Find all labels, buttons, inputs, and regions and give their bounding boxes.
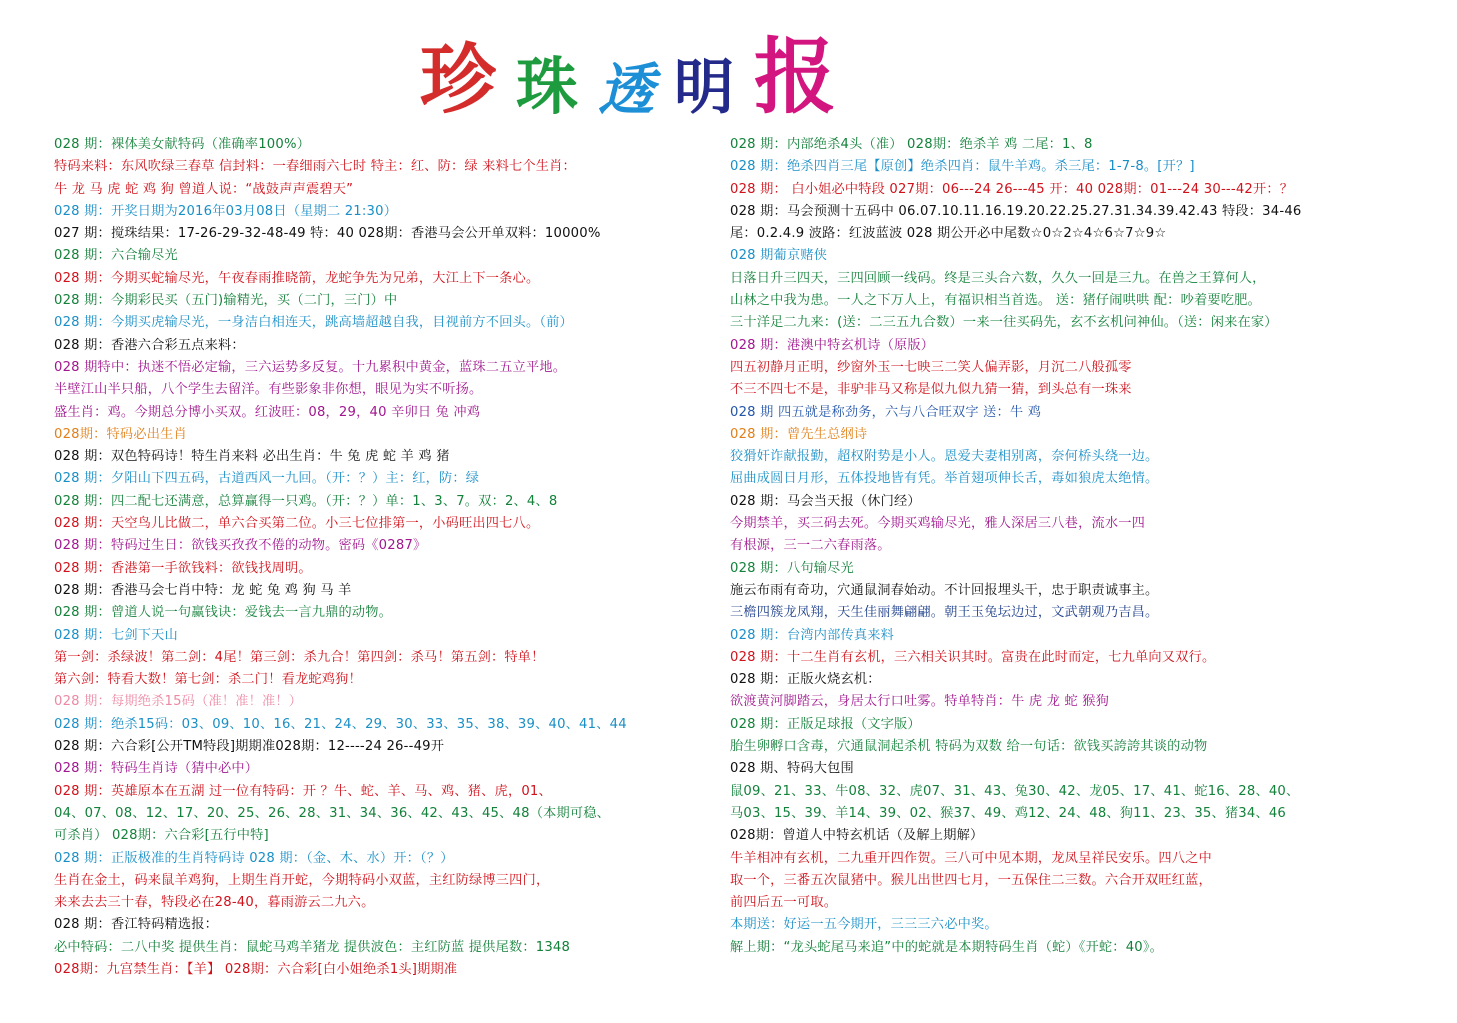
left-text-line: 牛 龙 马 虎 蛇 鸡 狗 曾道人说：“战鼓声声震碧天”	[54, 181, 354, 197]
left-text-line: 半壁江山半只船，八个学生去留洋。有些影象非你想，眼见为实不听扬。	[54, 382, 483, 398]
left-text-line: 028 期：香江特码精选报：	[54, 917, 219, 933]
right-text-line: 鼠09、21、33、牛08、32、虎07、31、43、兔30、42、龙05、17、41、蛇16、28、40、	[730, 783, 1300, 799]
title-char: 报	[754, 29, 837, 125]
right-column	[730, 134, 1450, 959]
newspaper-title	[420, 28, 837, 125]
right-text-line: 日落日升三四天，三四回顾一线码。终是三头合六数，久久一回是三九。在兽之王算何人，	[730, 270, 1266, 286]
left-text-line: 028 期：曾道人说一句赢钱诀：爱钱去一言九鼎的动物。	[54, 605, 393, 621]
left-text-line: 028 期：正版极准的生肖特码诗 028 期：（金、木、水）开：（？）	[54, 850, 454, 866]
right-text-line: 028 期：内部绝杀4头（准） 028期：绝杀羊 鸡 二尾：1、8	[730, 137, 1093, 152]
right-text-line: 028 期：八句输尽光	[730, 560, 854, 576]
left-text-line: 028期：特码必出生肖	[54, 426, 187, 442]
right-text-line: 有根源，三一二六春雨落。	[730, 538, 891, 554]
right-text-line: 解上期：“龙头蛇尾马来追”中的蛇就是本期特码生肖（蛇）《开蛇：40》。	[730, 939, 1164, 955]
left-text-line: 028 期：四二配七还满意，总算赢得一只鸡。（开：？）单：1、3、7。双：2、4、8	[54, 493, 558, 509]
left-text-line: 04、07、08、12、17、20、25、26、28、31、34、36、42、43、45、48（本期可稳、	[54, 805, 611, 821]
left-text-line: 特码来料：东风吹绿三春草 信封料：一春细雨六七时 特主：红、防：绿 来料七个生肖：	[54, 159, 576, 175]
title-char: 珠	[516, 50, 579, 123]
left-text-line: 028 期：香港六合彩五点来料：	[54, 337, 245, 353]
left-text-line: 盛生肖：鸡。今期总分博小买双。红波旺：08，29，40 辛卯日 兔 冲鸡	[54, 404, 481, 420]
left-text-line: 028 期特中：执迷不悟必定输，三六运势多反复。十九累积中黄金，蓝珠二五立平地。	[54, 359, 567, 375]
right-text-line: 马03、15、39、羊14、39、02、猴37、49、鸡12、24、48、狗11、23、35、猪34、46	[730, 805, 1287, 821]
right-text-line: 今期禁羊，买三码去死。今期买鸡输尽光，雅人深居三八巷，流水一四	[730, 516, 1146, 532]
left-text-line: 028期：九宫禁生肖：【羊】 028期：六合彩[白小姐绝杀1头]期期准	[54, 961, 458, 977]
title-char: 透	[598, 57, 655, 123]
right-text-line: 三檐四簇龙凤翔，天生佳丽舞翩翩。朝王玉兔坛边过，文武朝观乃吉昌。	[730, 605, 1159, 621]
right-text-line: 取一个，三番五次鼠猪中。猴儿出世四七月，一五保住二三数。六合开双旺红蓝，	[730, 872, 1212, 888]
left-text-line: 可杀肖） 028期：六合彩[五行中特]	[54, 828, 269, 844]
right-text-line: 狡猾奸诈献报勤，超权附势是小人。恩爱夫妻相别离，奈何桥头绕一边。	[730, 449, 1159, 465]
right-text-line: 028 期：正版足球报（文字版）	[730, 716, 921, 732]
right-text-line: 四五初静月正明，纱窗外玉一七映三二笑人偏弄影，月沉二八般孤零	[730, 359, 1132, 375]
right-text-line: 028 期葡京赌侠	[730, 248, 828, 264]
right-text-line: 施云布雨有奇功，穴通鼠洞春始动。不计回报埋头干，忠于职责诚事主。	[730, 582, 1159, 598]
left-text-line: 028 期：每期绝杀15码（准！准！准！）	[54, 694, 303, 710]
right-text-line: 028期：曾道人中特玄机话（及解上期解）	[730, 828, 984, 844]
right-text-line: 山林之中我为患。一人之下万人上，有福识相当首选。 送：猪仔闹哄哄 配：吵着要吃肥。	[730, 293, 1261, 309]
right-text-line: 028 期：台湾内部传真来料	[730, 627, 895, 643]
right-text-line: 028 期、特码大包围	[730, 761, 854, 777]
right-text-line: 不三不四七不是，非驴非马又称是似九似九猜一猜，到头总有一珠来	[730, 382, 1132, 398]
left-text-line: 027 期：搅珠结果：17-26-29-32-48-49 特：40 028期：香港马会公开单双料：10000%	[54, 226, 601, 242]
right-text-line: 尾：0.2.4.9 波路：红波蓝波 028 期公开必中尾数☆0☆2☆4☆6☆7☆9☆	[730, 226, 1167, 242]
right-text-line: 欲渡黄河脚踏云，身居太行口吐雾。特单特肖：牛 虎 龙 蛇 猴狗	[730, 694, 1110, 710]
left-text-line: 第六剑：特看大数！第七剑：杀二门！看龙蛇鸡狗！	[54, 672, 362, 688]
right-text-line: 028 期：绝杀四肖三尾【原创】绝杀四肖：鼠牛羊鸡。杀三尾：1-7-8。[开？]	[730, 159, 1195, 175]
left-text-line: 028 期：六合彩[公开TM特段]期期准028期：12----24 26--49开	[54, 739, 445, 755]
left-text-line: 028 期：天空鸟儿比做二，单六合买第二位。小三七位排第一，小码旺出四七八。	[54, 516, 540, 532]
left-text-line: 028 期：香港第一手欲钱料：欲钱找周明。	[54, 560, 312, 576]
left-text-line: 来来去去三十春，特段必在28-40，暮雨游云二九六。	[54, 895, 375, 911]
left-text-line: 028 期：香港马会七肖中特：龙 蛇 兔 鸡 狗 马 羊	[54, 582, 352, 598]
right-text-line: 028 期 四五就是称劲务，六与八合旺双字 送：牛 鸡	[730, 404, 1042, 420]
right-text-line: 028 期： 白小姐必中特段 027期：06---24 26---45 开：40 028期：01---24 30---42开：？	[730, 181, 1294, 197]
left-text-line: 028 期：今期彩民买（五门)输精光，买（二门，三门）中	[54, 293, 398, 309]
right-text-line: 三十洋足二九来：(送：二三五九合数）一来一往买码先，玄不玄机问神仙。（送：闲来在家）	[730, 315, 1278, 331]
left-text-line: 028 期：今期买蛇输尽光，午夜春雨推晓箭，龙蛇争先为兄弟，大江上下一条心。	[54, 270, 540, 286]
right-text-line: 前四后五一可取。	[730, 895, 838, 911]
right-text-line: 牛羊相冲有玄机，二九重开四作贺。三八可中见本期，龙凤呈祥民安乐。四八之中	[730, 850, 1212, 866]
left-text-line: 028 期：裸体美女献特码（准确率100%）	[54, 137, 311, 152]
left-text-line: 028 期：六合输尽光	[54, 248, 178, 264]
left-text-line: 028 期：七剑下天山	[54, 627, 178, 643]
left-column	[54, 134, 724, 981]
right-text-line: 028 期：马会预测十五码中 06.07.10.11.16.19.20.22.25.27.31.34.39.42.43 特段：34-46	[730, 203, 1302, 219]
title-char: 珍	[420, 35, 496, 124]
left-text-line: 028 期：特码过生日：欲钱买孜孜不倦的动物。密码《0287》	[54, 538, 427, 554]
right-text-line: 屈曲成圆日月形，五体投地皆有凭。举首翅项伸长舌，毒如狼虎太绝情。	[730, 471, 1159, 487]
right-text-line: 028 期：马会当天报（休门经）	[730, 493, 921, 509]
right-text-line: 028 期：正版火烧玄机：	[730, 672, 881, 688]
left-text-line: 028 期：夕阳山下四五码，古道西风一九回。（开：？）主：红，防：绿	[54, 471, 480, 487]
left-text-line: 生肖在金土，码来鼠羊鸡狗，上期生肖开蛇，今期特码小双蓝，主红防绿博三四门，	[54, 872, 550, 888]
right-text-line: 028 期：港澳中特玄机诗（原版）	[730, 337, 935, 353]
right-text-line: 本期送：好运一五今期开，三三三六必中奖。	[730, 917, 998, 933]
left-text-line: 028 期：英雄原本在五湖 过一位有特码：开 ？牛、蛇、羊、马、鸡、猪、虎，01、	[54, 783, 552, 799]
right-text-line: 028 期：十二生肖有玄机，三六相关识其时。富贵在此时而定，七九单向又双行。	[730, 649, 1216, 665]
right-text-line: 胎生卵孵口含毒，穴通鼠洞起杀机 特码为双数 给一句话：欲钱买誇誇其谈的动物	[730, 739, 1208, 755]
left-text-line: 028 期：今期买虎输尽光，一身洁白相连天，跳高墙超越自我，目视前方不回头。（前）	[54, 315, 573, 331]
left-text-line: 028 期：绝杀15码：03、09、10、16、21、24、29、30、33、35、38、39、40、41、44	[54, 716, 627, 732]
left-text-line: 028 期：开奖日期为2016年03月08日（星期二 21:30）	[54, 203, 398, 219]
left-text-line: 028 期：特码生肖诗（猜中必中）	[54, 761, 259, 777]
left-text-line: 第一剑：杀绿波！第二剑：4尾！第三剑：杀九合！第四剑：杀马！第五剑：特单！	[54, 649, 545, 665]
left-text-line: 必中特码：二八中奖 提供生肖：鼠蛇马鸡羊猪龙 提供波色：主红防蓝 提供尾数：1348	[54, 939, 571, 955]
left-text-line: 028 期：双色特码诗！特生肖来料 必出生肖：牛 兔 虎 蛇 羊 鸡 猪	[54, 449, 450, 465]
title-char: 明	[674, 53, 735, 123]
right-text-line: 028 期：曾先生总纲诗	[730, 426, 868, 442]
